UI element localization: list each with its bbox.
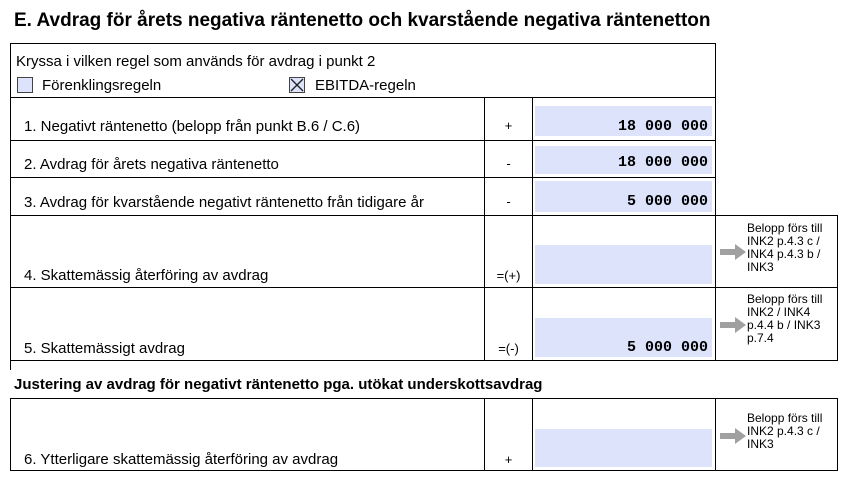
row-3-amount-field[interactable]: 5 000 000 (535, 181, 712, 212)
row-1-label: 1. Negativt räntenetto (belopp från punkt B.6 / C.6) (24, 118, 361, 135)
row-5-label: 5. Skattemässigt avdrag (24, 340, 185, 357)
row-5-sign: =(-) (498, 341, 519, 356)
section-title: E. Avdrag för årets negativa räntenetto och kvarstående negativa räntenetton (14, 10, 711, 31)
ebitda-label: EBITDA-regeln (315, 77, 416, 94)
adjustment-border-bottom (10, 470, 838, 471)
adjustment-border-top (10, 398, 838, 399)
row-3-label: 3. Avdrag för kvarstående negativt räntenetto från tidigare år (24, 194, 424, 211)
row-6-amount-field[interactable] (535, 429, 712, 467)
rule-prompt: Kryssa i vilken regel som används för avdrag i punkt 2 (16, 53, 376, 70)
row-divider (10, 97, 716, 98)
row-6-label: 6. Ytterligare skattemässig återföring av avdrag (24, 451, 339, 468)
row-3-sign: - (506, 194, 511, 209)
row-2-amount-field[interactable]: 18 000 000 (535, 146, 712, 174)
row-divider (10, 287, 838, 288)
forenkling-label: Förenklingsregeln (42, 77, 162, 94)
row-4-amount-field[interactable] (535, 245, 712, 284)
row-divider (10, 215, 838, 216)
row-4-note: Belopp förs till INK2 p.4.3 c / INK4 p.4.3 b / INK3 (747, 221, 823, 274)
column-divider (715, 398, 716, 471)
adjustment-border-left (10, 398, 11, 471)
column-divider (484, 97, 485, 361)
row-5-amount-field[interactable]: 5 000 000 (535, 318, 712, 357)
row-2-sign: - (506, 156, 511, 171)
row-1-sign: + (504, 118, 513, 133)
table-border-right-top (715, 43, 716, 98)
row-divider (10, 140, 716, 141)
row-6-sign: + (504, 452, 513, 467)
table-border-bottom (10, 360, 838, 361)
arrow-right-icon (720, 317, 746, 338)
row-6-note: Belopp förs till INK2 p.4.3 c / INK3 (747, 411, 823, 451)
arrow-right-icon (720, 428, 746, 449)
row-4-sign: =(+) (496, 268, 521, 283)
check-x-icon (290, 78, 304, 92)
column-divider (715, 97, 716, 361)
table-border-top (10, 43, 716, 44)
forenkling-checkbox[interactable] (17, 77, 33, 93)
row-1-amount-field[interactable]: 18 000 000 (535, 106, 712, 136)
row-2-label: 2. Avdrag för årets negativa räntenetto (24, 156, 279, 173)
row-5-note: Belopp förs till INK2 / INK4 p.4.4 b / INK3 p.7.4 (747, 292, 823, 345)
adjustment-title: Justering av avdrag för negativt räntenetto pga. utökat underskottsavdrag (14, 376, 543, 393)
ebitda-checkbox[interactable] (289, 77, 305, 93)
note-border-right (837, 215, 838, 361)
row-4-label: 4. Skattemässig återföring av avdrag (24, 267, 269, 284)
column-divider (532, 97, 533, 361)
adjustment-border-right (837, 398, 838, 471)
row-divider (10, 177, 716, 178)
table-border-left (10, 43, 11, 370)
arrow-right-icon (720, 244, 746, 265)
